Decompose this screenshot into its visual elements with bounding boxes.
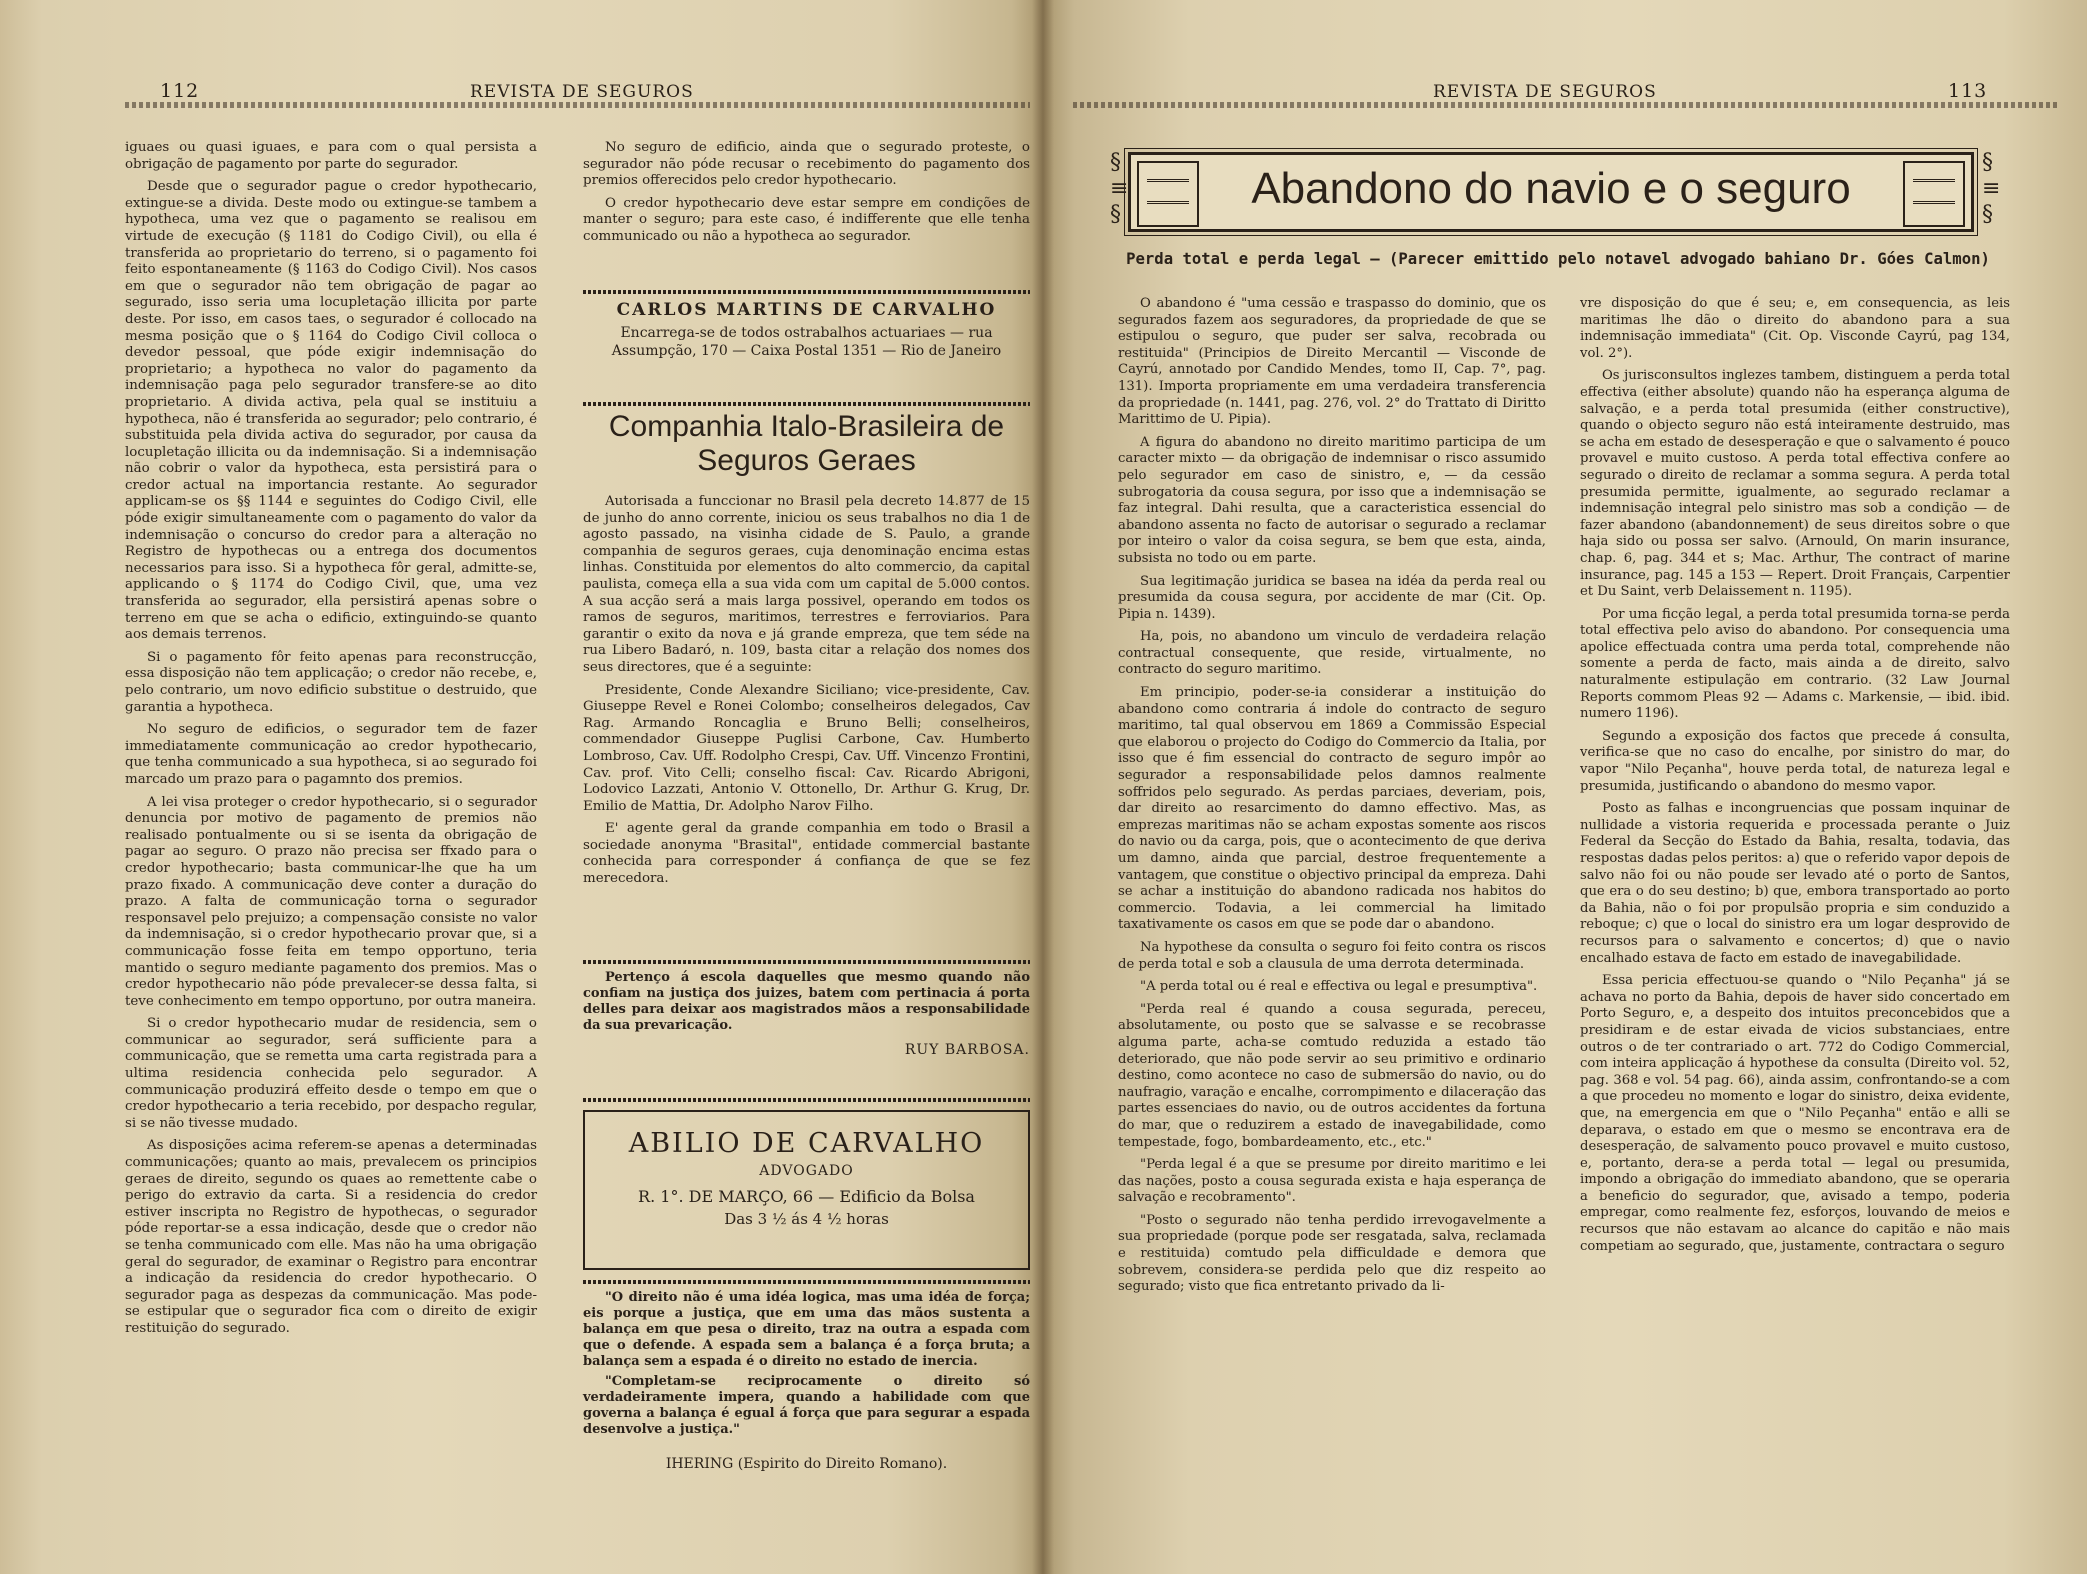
paragraph: No seguro de edificios, o segurador tem de fazer immediatamente communicação ao credor hypothecario, que tenha communicado a sua hypotheca, si ao segurado foi marcado um prazo para o pagamnto dos premios. xyxy=(125,722,537,787)
left-page xyxy=(0,0,1043,1574)
ornament-right-icon xyxy=(1903,161,1965,227)
article-title: Abandono do navio e o seguro xyxy=(1251,164,1851,213)
paragraph: Em principio, poder-se-ia considerar a instituição do abandono como contraria á indole do contracto de seguro maritimo, tal qual observou em 1869 a Commissão Especial que elaborou o projecto do Codigo do Commercio da Italia, por isso que é fim essencial do contracto de seguro impôr ao segurador a responsabilidade pelos damnos realmente soffridos pelo segurado. As perdas parciaes, deveriam, pois, dar direito ao resarcimento do damno effectivo. Mas, as emprezas maritimas não se acham expostas somente aos riscos do navio ou da carga, pois, que o acontecimento de que deriva um damno, ainda que parcial, destroe frequentemente a vantagem, que constitue o objectivo principal da empreza. Dahi se achar a instituição do abandono radicada nos habitos do commercio. Todavia, a lei commercial ha limitado taxativamente os casos em que se pode dar o abandono. xyxy=(1118,685,1546,933)
divider xyxy=(583,402,1030,406)
ornament-left-icon xyxy=(1137,161,1199,227)
paragraph: "A perda total ou é real e effectiva ou legal e presumptiva". xyxy=(1140,979,1538,995)
paragraph: E' agente geral da grande companhia em todo o Brasil a sociedade anonyma "Brasital", entidade commercial bastante conhecida para corresponder á confiança de que se fez merecedora. xyxy=(583,821,1030,887)
paragraph: vre disposição do que é seu; e, em consequencia, as leis maritimas lhe dão o direito do abandono para a sua indemnisação immediata" (Cit. Op. Visconde Cayrú, pag 134, vol. 2°). xyxy=(1580,296,2010,361)
paragraph: Ha, pois, no abandono um vinculo de verdadeira relação contractual consequente, que reside, virtualmente, no contracto do seguro maritimo. xyxy=(1118,629,1546,678)
ad-carlos-martins xyxy=(583,300,1030,360)
paragraph: As disposições acima referem-se apenas a determinadas communicações; quanto ao mais, prevalecem os principios geraes de direito, segundo os quaes ao remettente cabe o perigo do extravio da carta. Si a residencia do credor estiver inscripta no Registro de hypothecas, o segurador póde reportar-se a essa indicação, desde que o credor não se tenha communicado com elle. Mas não ha uma obrigação geral do segurador, de examinar o Registro para encontrar a indicação da residencia do credor hypothecario. O segurador paga as despezas da communicação. Mas pode-se estipular que o segurador fica com o direito de exigir restituição do segurado. xyxy=(125,1138,537,1336)
paragraph: Si o pagamento fôr feito apenas para reconstrucção, essa disposição não tem applicação; o credor não recebe, e, pelo contrario, um novo edificio substitue o destruido, que garantia a hypotheca. xyxy=(125,649,537,715)
paragraph: "Perda legal é a que se presume por direito maritimo e lei das nações, posto a cousa segurada exista e haja esperança de salvação e recobramento". xyxy=(1118,1157,1546,1206)
ad-abilio-address: R. 1°. DE MARÇO, 66 — Edificio da Bolsa xyxy=(638,1187,975,1206)
right-page-number: 113 xyxy=(1948,80,1988,102)
ad-company xyxy=(583,410,1030,478)
left-column-2-text xyxy=(583,140,1030,246)
left-column-1 xyxy=(125,140,537,1338)
quote-ihering xyxy=(583,1290,1030,1472)
right-column-1 xyxy=(1118,296,1546,1296)
paragraph: A lei visa proteger o credor hypothecario, si o segurador denuncia por motivo de pagamento de premios não realisado pontualmente ou si se isenta da obrigação de pagar ao seguro. O prazo não precisa ser ffxado para o credor hypothecario; basta communicar-lhe que ha um prazo fixado. A communicação deve conter a duração do prazo. A falta de communicação torna o segurador responsavel pelo prejuizo; a compensação consiste no valor da indemnisação, si o credor hypothecario provar que, si a communicação fosse feita em tempo opportuno, teria mantido o seguro mediante pagamento dos premios. Mas o credor hypothecario não póde prevalecer-se dessa falta, si teve conhecimento em tempo opportuno, por outra maneira. xyxy=(125,794,537,1009)
gutter-shadow xyxy=(1032,0,1054,1574)
paragraph: Segundo a exposição dos factos que precede á consulta, verifica-se que no caso do encalhe, por sinistro do mar, do vapor "Nilo Peçanha", houve perda total, de natureza legal e presumida, justificando o abandono do mesmo vapor. xyxy=(1580,728,2010,794)
right-column-2 xyxy=(1580,296,2010,1255)
divider xyxy=(583,960,1030,964)
company-title: Companhia Italo-Brasileira de Seguros Geraes xyxy=(608,410,1005,477)
divider xyxy=(583,1280,1030,1284)
title-ornament-left: § ≡ § xyxy=(1110,150,1129,227)
left-header-rule xyxy=(125,102,1030,108)
paragraph: "Posto o segurado não tenha perdido irrevogavelmente a sua propriedade (porque pode ser resgatada, salva, reclamada e restituida) comtudo pela difficuldade e demora que sobrevem, considera-se perdida pelo que diz respeito ao segurado; visto que fica entretanto privado da li- xyxy=(1118,1212,1546,1295)
ad-carlos-name: CARLOS MARTINS DE CARVALHO xyxy=(616,300,997,320)
paragraph: Presidente, Conde Alexandre Siciliano; vice-presidente, Cav. Giuseppe Revel e Ronei Colombo; conselheiros delegados, Cav Rag. Armando Roncaglia e Bruno Belli; conselheiros, commendador Giuseppe Puglisi Carbone, Cav. Humberto Lombroso, Cav. Uff. Rodolpho Crespi, Cav. Uff. Vincenzo Frontini, Cav. prof. Vito Celli; conselho fiscal: Cav. Ricardo Abrigoni, Lodovico Lazzati, Antonio V. Ottonello, Dr. Arthur G. Krug, Dr. Emilio de Mattia, Dr. Adolpho Narov Filho. xyxy=(583,682,1030,814)
company-text xyxy=(583,494,1030,888)
paragraph: iguaes ou quasi iguaes, e para com o qual persista a obrigação de pagamento por parte do segurador. xyxy=(125,140,537,172)
paragraph: "Perda real é quando a cousa segurada, pereceu, absolutamente, ou posto que se salvasse e se recobrasse alguma parte, acha-se comtudo reduzida a estado tão deteriorado, que não pode servir ao seu primitivo e ordinario destino, como acontece no caso de submersão do navio, ou do naufragio, varação e encalhe, corrompimento e dilaceração das partes essenciaes do navio, ou de outros accidentes da fortuna do mar, que o reduzirem a estado de inavegabilidade, como tempestade, fogo, bombardeamento, etc., etc." xyxy=(1118,1001,1546,1150)
paragraph: O credor hypothecario deve estar sempre em condições de manter o seguro; para este caso, é indifferente que elle tenha communicado ou não a hypotheca ao segurador. xyxy=(583,195,1030,244)
ad-carlos-text: Encarrega-se de todos ostrabalhos actuariaes — rua Assumpção, 170 — Caixa Postal 1351 — Rio de Janeiro xyxy=(611,325,1002,359)
paragraph: Os jurisconsultos inglezes tambem, distinguem a perda total effectiva (either absolute) quando não ha esperança alguma de salvação, e a perda total presumida (either constructive), quando o objecto seguro não está inteiramente destruido, mas se acha em estado de desesperação e que o salvamento é pouco provavel e muito custoso. A perda total effectiva confere ao segurado o direito de reclamar a somma segura. A perda total presumida permitte, igualmente, ao segurado reclamar a indemnisação integral pelo sinistro mas sob a condição — de fazer abandono (abandonnement) de seus direitos sobre o que haja sido ou possa ser salvo. (Arnould, On marin insurance, chap. 6, pag. 344 et s; Mac. Arthur, The contract of marine insurance, pag. 145 a 153 — Repert. Droit Français, Carpentier et Du Saint, verb Delaissement n. 1195). xyxy=(1580,368,2010,600)
article-title-box xyxy=(1128,152,1974,232)
left-page-number: 112 xyxy=(160,80,200,102)
paragraph: O abandono é "uma cessão e traspasso do dominio, que os segurados fazem aos seguradores, da propriedade de que se estipulou o seguro, que puder ser salva, recobrada ou restituida" (Principios de Direito Mercantil — Visconde de Cayrú, annotado por Candido Mendes, tomo II, Cap. 7°, pag. 131). Importa propriamente em uma verdadeira transferencia da propriedade (n. 1441, pag. 276, vol. 2° do Trattato di Diritto Marittimo de U. Pipia). xyxy=(1118,296,1546,428)
right-running-title: REVISTA DE SEGUROS xyxy=(1433,82,1657,102)
left-running-title: REVISTA DE SEGUROS xyxy=(470,82,694,102)
ad-abilio-name: ABILIO DE CARVALHO xyxy=(628,1128,985,1159)
title-ornament-right: § ≡ § xyxy=(1982,150,2001,227)
paragraph: Por uma ficção legal, a perda total presumida torna-se perda total effectiva pelo aviso do abandono. Por consequencia uma apolice effectuada contra uma perda total, comprehende não somente a perda de facto, mais ainda a de direito, salvo naturalmente estipulação em contrario. (32 Law Journal Reports commom Pleas 92 — Adams c. Markensie, — ibid. ibid. numero 1196). xyxy=(1580,606,2010,722)
paragraph: Autorisada a funccionar no Brasil pela decreto 14.877 de 15 de junho do anno corrente, iniciou os seus trabalhos no dia 1 de agosto passado, na visinha cidade de S. Paulo, a grande companhia de seguros geraes, cuja denominação encima estas linhas. Constituida por elementos do alto commercio, da capital paulista, começa ella a sua vida com um capital de 5.000 contos. A sua acção será a mais larga possivel, operando em todos os ramos de seguros, maritimos, terrestres e ferroviarios. Para garantir o exito da nova e já grande empreza, que tem séde na rua Libero Badaró, n. 109, basta citar a relação dos nomes dos seus directores, que é a seguinte: xyxy=(583,494,1030,675)
quote-ihering-p2: "Completam-se reciprocamente o direito só verdadeiramente impera, quando a habilidade com que governa a balança é egual á força que para segurar a espada desenvolve a justiça." xyxy=(583,1374,1030,1437)
quote-ihering-author: IHERING (Espirito do Direito Romano). xyxy=(665,1456,948,1472)
paragraph: Posto as falhas e incongruencias que possam inquinar de nullidade a vistoria requerida e processada perante o Juiz Federal da Secção do Estado da Bahia, resalta, todavia, das respostas dadas pelos peritos: a) que o referido vapor depois de salvo não foi ou não poude ser levado até o porto de Santos, que era o do seu destino; b) que, embora transportado ao porto da Bahia, não o foi por propulsão propria e sim conduzido a reboque; c) que o local do sinistro era um logar desprovido de recursos para o salvamento e concertos; d) que o navio encalhado estava de facto em estado de inavegabilidade. xyxy=(1580,801,2010,966)
ad-abilio-carvalho xyxy=(583,1110,1030,1270)
divider xyxy=(583,290,1030,294)
ad-abilio-hours: Das 3 ½ ás 4 ½ horas xyxy=(724,1210,889,1228)
paragraph: Essa pericia effectuou-se quando o "Nilo Peçanha" já se achava no porto da Bahia, depois de haver sido concertado em Porto Seguro, e, a despeito dos intuitos preconcebidos que a presidiram e de estar eivada de vicios substanciaes, entre outros o de ter contrariado o art. 772 do Codigo Commercial, com inteira applicação á hypothese da consulta (Direito vol. 52, pag. 368 e vol. 54 pag. 66), ainda assim, confrontando-se a com a que procedeu no momento e logar do sinistro, deixa evidente, que, na emergencia em que o "Nilo Peçanha" então e alli se deparava, o estado em que o mesmo se encontrava era de desesperação, de salvamento pouco provavel e muito custoso, e, portanto, dera-se a perda total — legal ou presumida, impondo a obrigação do immediato abandono, que se operaria a beneficio do segurador, que, avisado a tempo, poderia empregar, como realmente fez, esforços, louvando de meios e recursos que não estavam ao alcance do capitão e não mais competiam ao segurado, que, justamente, contractara o seguro xyxy=(1580,973,2010,1254)
ad-abilio-role: ADVOGADO xyxy=(759,1163,854,1179)
quote-ihering-p1: "O direito não é uma idéa logica, mas uma idéa de força; eis porque a justiça, que em uma das mãos sustenta a balança em que pesa o direito, traz na outra a espada com que o defende. A espada sem a balança é a força bruta; a balança sem a espada é o direito no estado de inercia. xyxy=(583,1290,1030,1369)
paragraph: Desde que o segurador pague o credor hypothecario, extingue-se a divida. Deste modo ou extingue-se tambem a hypotheca, uma vez que o pagamento se realisou em virtude de execução (§ 1181 do Codigo Civil), ou ella é transferida ao proprietario do terreno, si o pagamento foi feito espontaneamente (§ 1163 do Codigo Civil). Nos casos em que o segurador não tem obrigação de pagar ao segurado, isso seria uma locupletação illicita por parte deste. Por isso, em casos taes, o segurador é collocado na mesma posição que o § 1164 do Codigo Civil colloca o devedor pessoal, que póde exigir indemnisação do proprietario; a hypotheca no valor do pagamento da indemnisação paga pelo segurador transfere-se ao dito proprietario. A divida activa, pela qual se instituiu a hypotheca, não é transferida ao segurador; pelo contrario, é substituida pela divida activa do segurador, por causa da locupletação illicita ou da indemnisação. Si a indemnisação não cobrir o valor da hypotheca, esta persistirá para o credor actual na importancia restante. Ao segurador applicam-se os §§ 1144 e seguintes do Codigo Civil, elle póde exigir simultaneamente com o pagamento do valor da indemnisação o concurso do credor para a alteração no Registro de hypothecas ou a entrega dos documentos necessarios para isso. Si a hypotheca fôr geral, admitte-se, applicando o § 1174 do Codigo Civil, que, uma vez transferida ao segurador, ella persistirá apenas sobre o terreno em que se acha o edificio, extinguindo-se quanto aos demais terrenos. xyxy=(125,179,537,643)
paragraph: No seguro de edificio, ainda que o segurado proteste, o segurador não póde recusar o recebimento do pagamento dos premios offerecidos pelo credor hypothecario. xyxy=(583,140,1030,189)
right-header-rule xyxy=(1073,102,2058,108)
divider xyxy=(583,1098,1030,1102)
paragraph: A figura do abandono no direito maritimo participa de um caracter mixto — da obrigação de indemnisar o risco assumido pelo segurador em caso de sinistro, e, — da cessão subrogatoria da cousa segura, por isso que a indemnisação se faz integral. Dahi resulta, que a caracteristica essencial do abandono assenta no facto de autorisar o segurado a reclamar por inteiro o valor da coisa segura, se bem que esta, ainda, subsista no todo ou em parte. xyxy=(1118,434,1546,566)
paragraph: Si o credor hypothecario mudar de residencia, sem o communicar ao segurador, será sufficiente para a communicação, que se remetta uma carta registrada para a ultima residencia conhecida pelo segurador. A communicação produzirá effeito desde o tempo em que o credor hypothecario a teria recebido, por despacho regular, si se não tivesse mudado. xyxy=(125,1016,537,1131)
quote-ruy-author: RUY BARBOSA. xyxy=(904,1042,1030,1058)
paragraph: Sua legitimação juridica se basea na idéa da perda real ou presumida da cousa segura, por accidente de mar (Cit. Op. Pipia n. 1439). xyxy=(1118,573,1546,622)
article-subtitle: Perda total e perda legal — (Parecer emittido pelo notavel advogado bahiano Dr. Góes Calmon) xyxy=(1126,250,1990,268)
paragraph: Na hypothese da consulta o seguro foi feito contra os riscos de perda total e sob a clausula de uma derrota determinada. xyxy=(1118,939,1546,972)
quote-ruy-text: Pertenço á escola daquelles que mesmo quando não confiam na justiça dos juizes, batem com pertinacia á porta delles para deixar aos magistrados mãos a responsabilidade da sua prevaricação. xyxy=(583,970,1030,1033)
quote-ruy-barbosa xyxy=(583,970,1030,1058)
